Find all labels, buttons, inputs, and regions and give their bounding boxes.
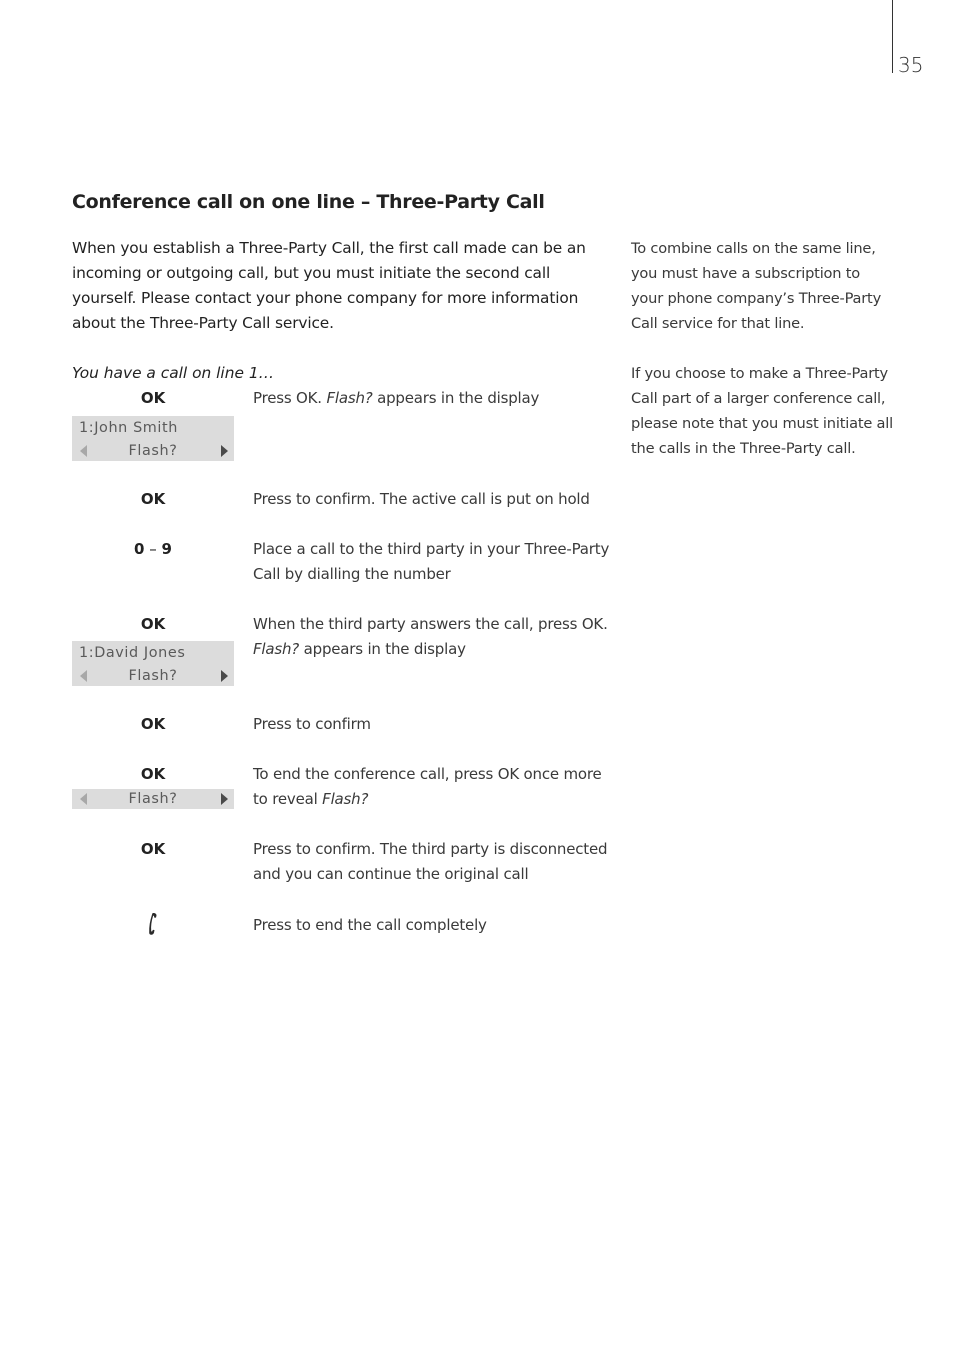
intro-paragraph: When you establish a Three-Party Call, the first call made can be an incoming or outgoing call, but you must initiate the second call yourself. Please contact your phone company for more information about the Three-Party Call service.	[72, 239, 586, 332]
display-menu-line: Flash?	[72, 789, 234, 809]
scroll-right-arrow-icon	[221, 445, 228, 457]
scroll-right-arrow-icon	[221, 670, 228, 682]
phone-display	[72, 416, 234, 461]
step-description: Press to end the call completely	[253, 916, 487, 934]
ok-key: OK	[140, 490, 166, 508]
context-line: You have a call on line 1…	[72, 364, 275, 382]
display-caller-line: 1:David Jones	[79, 645, 186, 661]
scroll-right-arrow-icon	[221, 793, 228, 805]
step-description: Press to confirm. The third party is disconnected and you can continue the original call	[253, 840, 608, 883]
scroll-left-arrow-icon	[80, 793, 87, 805]
display-menu-line: Flash?	[72, 666, 234, 686]
step-description: Place a call to the third party in your Three-Party Call by dialling the number	[253, 540, 610, 583]
step-description: To end the conference call, press OK once more to reveal Flash?	[253, 765, 602, 808]
step-description: Press to confirm. The active call is put on hold	[253, 490, 590, 508]
scroll-left-arrow-icon	[80, 670, 87, 682]
display-caller-line: 1:John Smith	[79, 420, 178, 436]
display-menu-line: Flash?	[72, 441, 234, 461]
digit-keys: 0 – 9	[134, 540, 172, 558]
page-edge-rule	[892, 0, 893, 73]
ok-key: OK	[140, 765, 166, 783]
phone-display	[72, 641, 234, 686]
side-note-subscription: To combine calls on the same line, you must have a subscription to your phone company’s Three-Party Call service for that line.	[631, 240, 882, 332]
ok-key: OK	[140, 840, 166, 858]
side-notes	[631, 236, 893, 486]
scroll-left-arrow-icon	[80, 445, 87, 457]
ok-key: OK	[140, 389, 166, 407]
step-description: Press to confirm	[253, 715, 371, 733]
step-description: When the third party answers the call, press OK. Flash? appears in the display	[253, 615, 608, 658]
ok-key: OK	[140, 615, 166, 633]
ok-key: OK	[140, 715, 166, 733]
handset-icon	[142, 911, 164, 937]
step-description: Press OK. Flash? appears in the display	[253, 389, 540, 407]
page-number: 35	[898, 53, 924, 77]
phone-display	[72, 789, 234, 809]
side-note-conference: If you choose to make a Three-Party Call part of a larger conference call, please note that you must initiate all the calls in the Three-Party call.	[631, 365, 894, 457]
page-title: Conference call on one line – Three-Party Call	[72, 191, 545, 213]
